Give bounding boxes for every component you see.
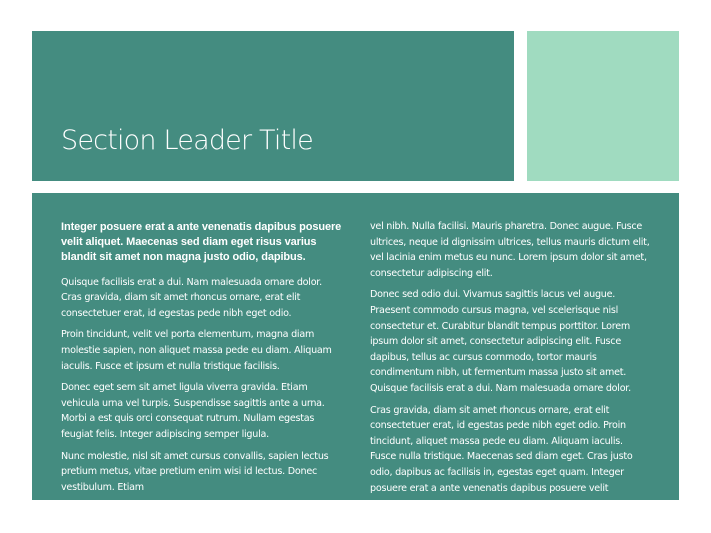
accent-square: [527, 31, 679, 181]
body-paragraph: Cras gravida, diam sit amet rhoncus ornare, erat elit consectetuer erat, id egestas pede nibh eget odio. Proin tincidunt, aliquet massa pede eu diam. Aliquam iaculis. Fusce nulla tristique. Maecenas sed diam eget. Cras justo odio, dapibus ac facilisis in, egestas eget quam. Integer posuere erat a ante venenatis dapibus posuere velit: [370, 404, 633, 494]
section-title: Section Leader Title: [61, 125, 313, 156]
body-paragraph: Nunc molestie, nisl sit amet cursus convallis, sapien lectus pretium metus, vitae pretium enim wisi id lectus. Donec vestibulum. Etiam: [61, 450, 329, 493]
body-paragraph: Quisque facilisis erat a dui. Nam malesuada ornare dolor. Cras gravida, diam sit amet rhoncus ornare, erat elit consectetuer erat, id egestas pede nibh eget odio.: [61, 276, 322, 319]
content-panel: [32, 193, 679, 500]
right-text-column: [370, 219, 650, 500]
left-text-column: [61, 220, 345, 500]
body-paragraph: Donec sed odio dui. Vivamus sagittis lacus vel augue. Praesent commodo cursus magna, vel scelerisque nisl consectetur et. Curabitur blandit tempus porttitor. Lorem ipsum dolor sit amet, consectetur adipiscing elit. Fusce dapibus, tellus ac cursus commodo, tortor mauris condimentum nibh, ut fermentum massa justo sit amet. Quisque facilisis erat a dui. Nam malesuada ornare dolor.: [370, 289, 631, 394]
body-paragraph: Proin tincidunt, velit vel porta elementum, magna diam molestie sapien, non aliquet massa pede eu diam. Aliquam iaculis. Fusce et ipsum et nulla tristique facilisis.: [61, 329, 332, 372]
body-paragraph: vel nibh. Nulla facilisi. Mauris pharetra. Donec augue. Fusce ultrices, neque id dignissim ultrices, tellus mauris dictum elit, vel lacinia enim metus eu nunc. Lorem ipsum dolor sit amet, consectetur adipiscing elit.: [370, 221, 650, 279]
body-paragraph: Donec eget sem sit amet ligula viverra gravida. Etiam vehicula urna vel turpis. Suspendisse sagittis ante a urna. Morbi a est quis orci consequat rutrum. Nullam egestas feugiat felis. Integer adipiscing semper ligula.: [61, 382, 325, 440]
lead-paragraph: Integer posuere erat a ante venenatis dapibus posuere velit aliquet. Maecenas sed diam eget risus varius blandit sit amet non magna justo odio, dapibus.: [61, 221, 342, 264]
title-panel: [32, 31, 514, 181]
